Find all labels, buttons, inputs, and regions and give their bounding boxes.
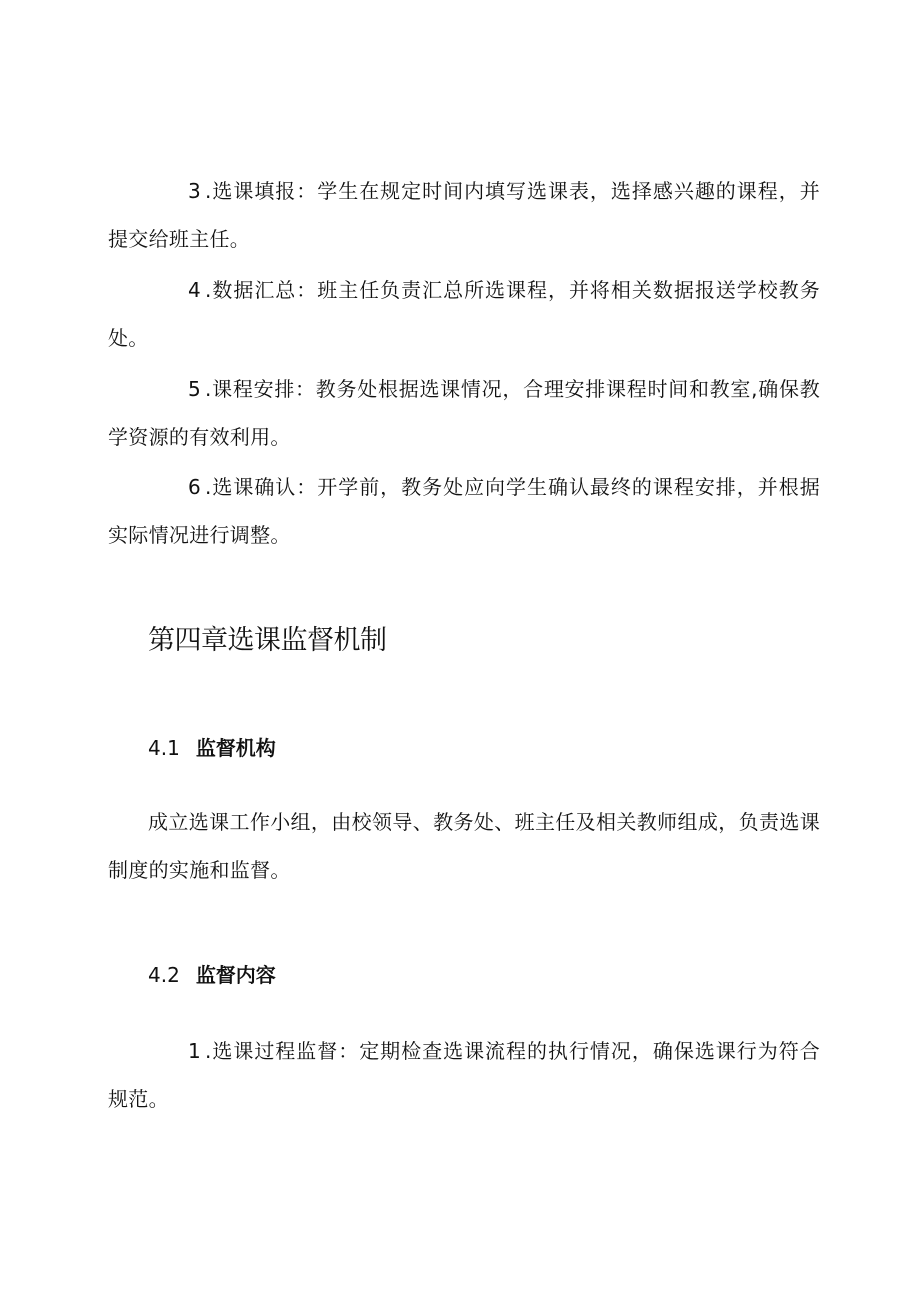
section-number: 4.2 <box>148 963 180 987</box>
list-item-number: 3 <box>188 179 202 203</box>
list-item-number: 6 <box>188 475 202 499</box>
chapter-title: 第四章选课监督机制 <box>148 625 387 656</box>
list-item-number: 5 <box>188 377 202 401</box>
list-item-text: .课程安排：教务处根据选课情况，合理安排课程时间和教室,确保教学资源的有效利用。 <box>108 377 820 449</box>
list-item-text: .数据汇总：班主任负责汇总所选课程，并将相关数据报送学校教务处。 <box>108 278 820 350</box>
list-item-5 <box>108 365 820 461</box>
section-title: 监督机构 <box>195 736 276 760</box>
list-item-3 <box>108 167 820 263</box>
section-title: 监督内容 <box>195 963 276 987</box>
list-item-number: 1 <box>188 1039 202 1063</box>
section-number: 4.1 <box>148 736 180 760</box>
list-item-text: .选课确认：开学前，教务处应向学生确认最终的课程安排，并根据实际情况进行调整。 <box>108 475 820 547</box>
section-heading-4-2 <box>148 959 276 988</box>
list-item-4 <box>108 266 820 362</box>
list-item-text: .选课填报：学生在规定时间内填写选课表，选择感兴趣的课程，并提交给班主任。 <box>108 179 820 251</box>
section-heading-4-1 <box>148 732 276 761</box>
section-4-2-list-item-1 <box>108 1027 820 1123</box>
section-4-1-paragraph: 成立选课工作小组，由校领导、教务处、班主任及相关教师组成，负责选课制度的实施和监督。 <box>108 810 820 882</box>
list-item-number: 4 <box>188 278 202 302</box>
list-item-6 <box>108 463 820 559</box>
list-item-text: .选课过程监督：定期检查选课流程的执行情况，确保选课行为符合规范。 <box>108 1039 820 1111</box>
